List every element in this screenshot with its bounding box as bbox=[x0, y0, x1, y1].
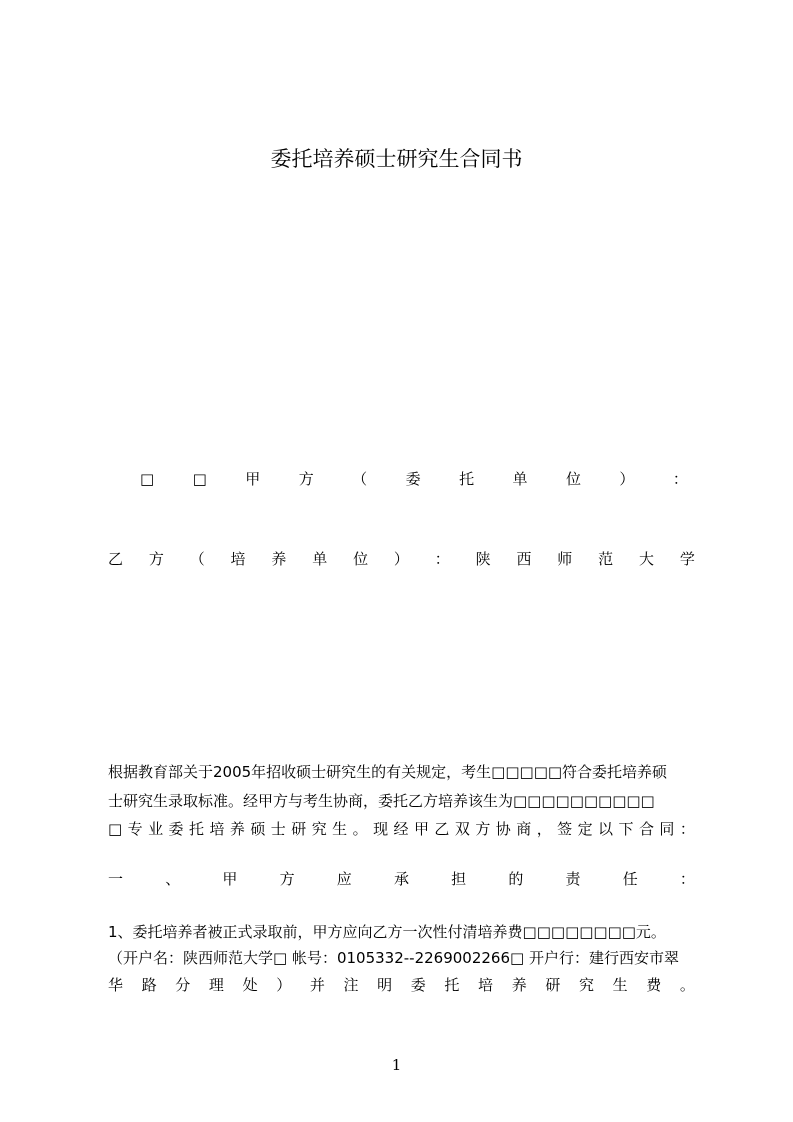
justified-char: 责 bbox=[565, 870, 581, 888]
justified-char: 签 bbox=[557, 820, 573, 838]
clause-1-line-2: （开户名：陕西师范大学□ 帐号：0105332--2269002266□ 开户行：建行西安市翠 bbox=[108, 949, 679, 967]
justified-char: 养 bbox=[229, 820, 245, 838]
justified-char: ） bbox=[276, 976, 292, 994]
clause-1-line-3 bbox=[108, 973, 695, 997]
justified-char: 生 bbox=[612, 976, 628, 994]
justified-char: 商 bbox=[516, 820, 532, 838]
justified-char: 华 bbox=[108, 976, 124, 994]
justified-char: 托 bbox=[459, 470, 475, 488]
justified-char: 承 bbox=[393, 870, 409, 888]
justified-char: ： bbox=[434, 550, 450, 568]
justified-char: ） bbox=[393, 550, 409, 568]
justified-char: 培 bbox=[478, 976, 494, 994]
justified-char: 经 bbox=[393, 820, 409, 838]
justified-char: 费 bbox=[646, 976, 662, 994]
justified-char: 理 bbox=[208, 976, 224, 994]
justified-char: 应 bbox=[336, 870, 352, 888]
justified-char: 究 bbox=[311, 820, 327, 838]
justified-char: 陕 bbox=[475, 550, 491, 568]
justified-char: 合 bbox=[638, 820, 654, 838]
justified-char: （ bbox=[189, 550, 205, 568]
justified-char: 单 bbox=[312, 550, 328, 568]
justified-char: 甲 bbox=[413, 820, 429, 838]
justified-char: 甲 bbox=[222, 870, 238, 888]
justified-char: 位 bbox=[353, 550, 369, 568]
justified-char: 托 bbox=[444, 976, 460, 994]
justified-char: 乙 bbox=[108, 550, 124, 568]
justified-char: ： bbox=[679, 870, 695, 888]
justified-char: 协 bbox=[495, 820, 511, 838]
section-1-heading bbox=[108, 867, 695, 891]
justified-char: 的 bbox=[508, 870, 524, 888]
justified-char: 担 bbox=[451, 870, 467, 888]
intro-line-1: 根据教育部关于2005年招收硕士研究生的有关规定，考生□□□□□符合委托培养硕 bbox=[108, 763, 668, 781]
justified-char: 培 bbox=[230, 550, 246, 568]
justified-char: 养 bbox=[271, 550, 287, 568]
justified-char: 并 bbox=[309, 976, 325, 994]
justified-char: 甲 bbox=[245, 470, 261, 488]
justified-char: ： bbox=[679, 820, 695, 838]
document-title: 委托培养硕士研究生合同书 bbox=[270, 147, 523, 171]
justified-char: 养 bbox=[511, 976, 527, 994]
justified-char: 委 bbox=[405, 470, 421, 488]
justified-char: 方 bbox=[279, 870, 295, 888]
justified-char: 任 bbox=[622, 870, 638, 888]
justified-char: 方 bbox=[148, 550, 164, 568]
justified-char: 现 bbox=[373, 820, 389, 838]
justified-char: 同 bbox=[659, 820, 675, 838]
justified-char: 单 bbox=[512, 470, 528, 488]
justified-char: 硕 bbox=[250, 820, 266, 838]
justified-char: ： bbox=[672, 470, 688, 488]
justified-char: 。 bbox=[679, 976, 695, 994]
justified-char: 委 bbox=[410, 976, 426, 994]
page-number: 1 bbox=[391, 1056, 402, 1074]
justified-char: □ bbox=[192, 470, 207, 488]
justified-char: 师 bbox=[557, 550, 573, 568]
justified-char: 路 bbox=[141, 976, 157, 994]
justified-char: 研 bbox=[545, 976, 561, 994]
justified-char: （ bbox=[352, 470, 368, 488]
justified-char: 方 bbox=[475, 820, 491, 838]
justified-char: 范 bbox=[598, 550, 614, 568]
intro-line-2: 士研究生录取标准。经甲方与考生协商，委托乙方培养该生为□□□□□□□□□□ bbox=[108, 792, 655, 810]
justified-char: □ bbox=[140, 470, 155, 488]
justified-char: 。 bbox=[352, 820, 368, 838]
justified-char: ， bbox=[536, 820, 552, 838]
justified-char: 学 bbox=[679, 550, 695, 568]
justified-char: 士 bbox=[270, 820, 286, 838]
justified-char: 下 bbox=[618, 820, 634, 838]
justified-char: 分 bbox=[175, 976, 191, 994]
justified-char: 究 bbox=[578, 976, 594, 994]
justified-char: 培 bbox=[209, 820, 225, 838]
justified-char: 明 bbox=[377, 976, 393, 994]
justified-char: 位 bbox=[565, 470, 581, 488]
justified-char: 乙 bbox=[434, 820, 450, 838]
justified-char: 、 bbox=[165, 870, 181, 888]
justified-char: 大 bbox=[638, 550, 654, 568]
intro-line-3 bbox=[108, 817, 695, 841]
justified-char: 业 bbox=[148, 820, 164, 838]
justified-char: 定 bbox=[577, 820, 593, 838]
justified-char: 托 bbox=[188, 820, 204, 838]
justified-char: 注 bbox=[343, 976, 359, 994]
justified-char: 一 bbox=[108, 870, 124, 888]
justified-char: 研 bbox=[291, 820, 307, 838]
party-a-line bbox=[140, 467, 688, 491]
justified-char: 西 bbox=[516, 550, 532, 568]
justified-char: 生 bbox=[332, 820, 348, 838]
justified-char: 处 bbox=[242, 976, 258, 994]
justified-char: 双 bbox=[454, 820, 470, 838]
party-b-line bbox=[108, 547, 695, 571]
justified-char: 以 bbox=[598, 820, 614, 838]
justified-char: □ bbox=[108, 820, 123, 838]
justified-char: 方 bbox=[298, 470, 314, 488]
justified-char: ） bbox=[619, 470, 635, 488]
justified-char: 委 bbox=[168, 820, 184, 838]
clause-1-line-1: 1、委托培养者被正式录取前，甲方应向乙方一次性付清培养费□□□□□□□□元。 bbox=[108, 923, 666, 941]
justified-char: 专 bbox=[127, 820, 143, 838]
